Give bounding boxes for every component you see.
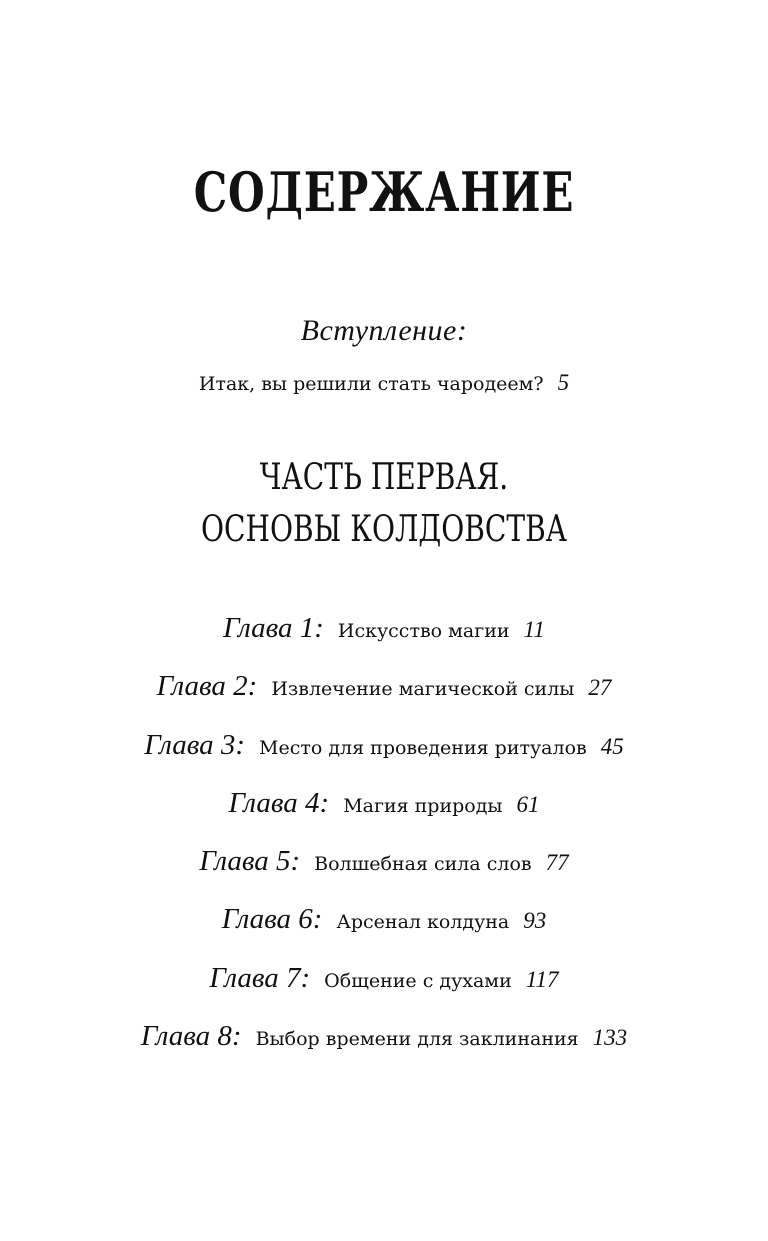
- chapter-title: Волшебная сила слов: [314, 853, 532, 876]
- chapter-entry-7: [0, 962, 768, 1020]
- chapter-title: Арсенал колдуна: [336, 911, 510, 934]
- chapter-page-number: 45: [600, 733, 624, 759]
- chapter-list: [0, 612, 768, 1078]
- chapter-title: Извлечение магической силы: [271, 678, 575, 701]
- chapter-page-number: 27: [588, 675, 612, 701]
- chapter-page-number: 77: [545, 850, 569, 876]
- chapter-entry-6: [0, 903, 768, 961]
- chapter-label: Глава 5:: [199, 845, 301, 878]
- chapter-label: Глава 4:: [228, 786, 330, 819]
- chapter-entry-1: [0, 612, 768, 670]
- chapter-label: Глава 2:: [156, 670, 258, 703]
- chapter-entry-5: [0, 845, 768, 903]
- chapter-title: Выбор времени для заклинания: [255, 1028, 579, 1051]
- chapter-label: Глава 6:: [221, 903, 323, 936]
- chapter-entry-8: [0, 1020, 768, 1078]
- part-heading-line-2: ОСНОВЫ КОЛДОВСТВА: [201, 509, 567, 550]
- chapter-label: Глава 8:: [140, 1020, 242, 1053]
- intro-page-number: 5: [557, 370, 570, 395]
- intro-entry: [0, 370, 768, 396]
- chapter-page-number: 133: [592, 1025, 628, 1051]
- page-title: СОДЕРЖАНИЕ: [193, 160, 575, 224]
- chapter-page-number: 93: [523, 908, 547, 934]
- chapter-entry-3: [0, 729, 768, 787]
- chapter-title: Магия природы: [343, 794, 503, 817]
- chapter-title: Общение с духами: [324, 969, 512, 992]
- intro-label: Вступление:: [300, 314, 468, 347]
- chapter-page-number: 61: [516, 791, 540, 817]
- chapter-title: Место для проведения ритуалов: [259, 736, 587, 759]
- chapter-entry-4: [0, 787, 768, 845]
- part-heading: [84, 452, 683, 556]
- chapter-label: Глава 7:: [209, 961, 311, 994]
- chapter-title: Искусство магии: [337, 620, 510, 642]
- chapter-page-number: 11: [523, 617, 545, 642]
- intro-title: Итак, вы решили стать чародеем?: [198, 373, 544, 395]
- chapter-label: Глава 3:: [144, 728, 246, 761]
- chapter-page-number: 117: [525, 966, 559, 992]
- chapter-label: Глава 1:: [223, 612, 324, 644]
- chapter-entry-2: [0, 670, 768, 728]
- part-heading-line-1: ЧАСТЬ ПЕРВАЯ.: [259, 457, 509, 498]
